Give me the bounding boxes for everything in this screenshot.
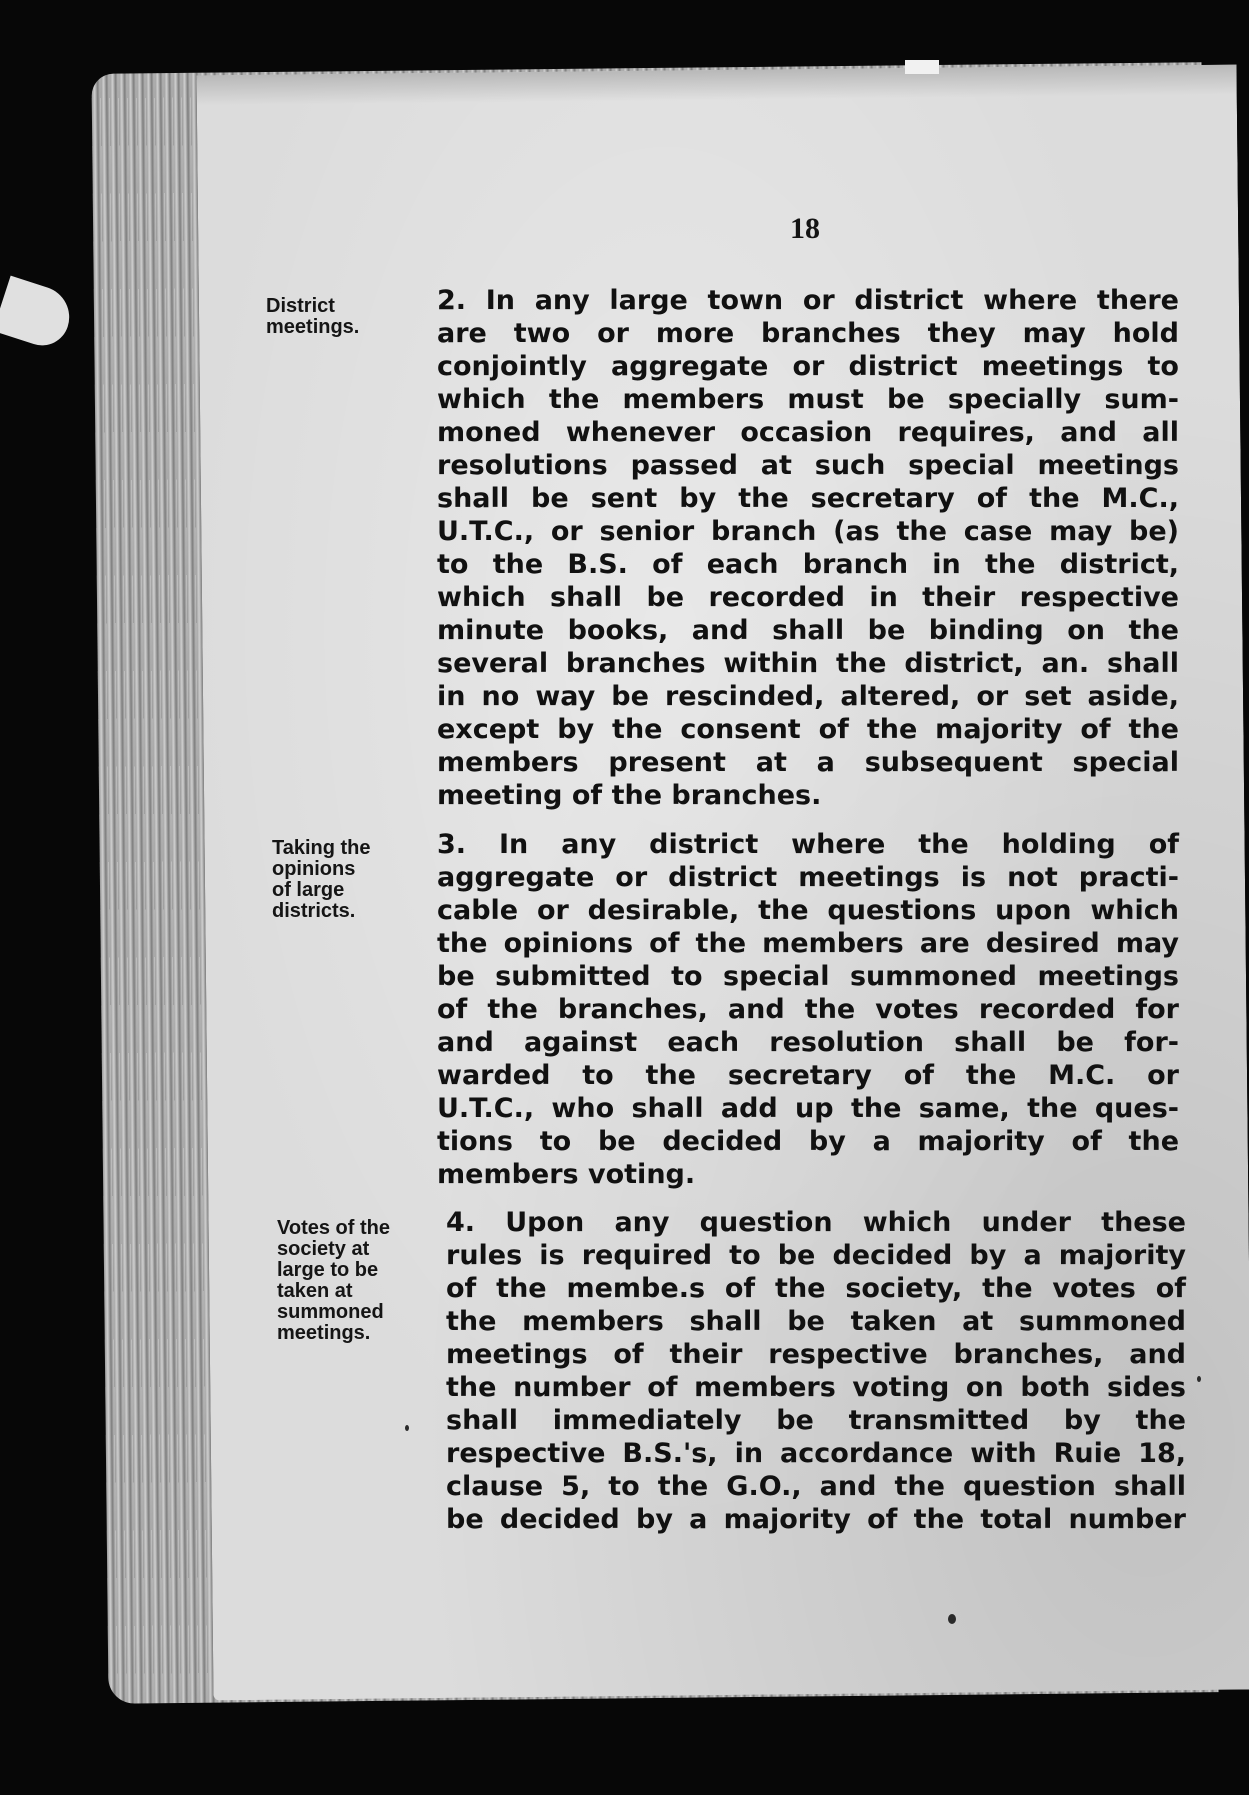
text-line: which shall be recorded in their respective: [437, 582, 1179, 613]
text-line: members present at a subsequent special: [437, 747, 1179, 778]
text-line: respective B.S.'s, in accordance with Ruie 18,: [446, 1438, 1186, 1469]
text-line: be decided by a majority of the total number: [446, 1504, 1186, 1535]
text-line: 4. Upon any question which under these: [446, 1207, 1186, 1238]
text-line: meetings of their respective branches, and: [446, 1339, 1186, 1370]
text-line: conjointly aggregate or district meetings to: [437, 351, 1179, 382]
text-line: to the B.S. of each branch in the district,: [437, 549, 1179, 580]
text-line: are two or more branches they may hold: [437, 318, 1179, 349]
text-line: of the membe.s of the society, the votes of: [446, 1273, 1186, 1304]
text-line: the opinions of the members are desired may: [437, 928, 1179, 959]
side-note-taking-opinions: Taking the opinions of large districts.: [272, 837, 371, 922]
text-line: which the members must be specially sum-: [437, 384, 1179, 415]
text-line: the number of members voting on both sides: [446, 1372, 1186, 1403]
text-line: tions to be decided by a majority of the: [437, 1126, 1179, 1157]
ink-fleck: [1197, 1376, 1201, 1382]
section-2-paragraph: [437, 284, 1179, 812]
text-line: resolutions passed at such special meetings: [437, 450, 1179, 481]
text-line: meeting of the branches.: [437, 780, 822, 811]
text-line: shall be sent by the secretary of the M.C.,: [437, 483, 1179, 514]
text-line: U.T.C., who shall add up the same, the ques-: [437, 1093, 1179, 1124]
text-line: except by the consent of the majority of the: [437, 714, 1179, 745]
page-number: 18: [790, 212, 820, 245]
text-line: 2. In any large town or district where there: [437, 285, 1179, 316]
ink-fleck: [948, 1614, 956, 1624]
section-3-paragraph: [437, 828, 1179, 1191]
text-line: of the branches, and the votes recorded for: [437, 994, 1179, 1025]
scan-artifact: [0, 276, 77, 353]
text-line: aggregate or district meetings is not practi-: [437, 862, 1179, 893]
text-line: rules is required to be decided by a majority: [446, 1240, 1186, 1271]
text-line: in no way be rescinded, altered, or set aside,: [437, 681, 1179, 712]
text-line: 3. In any district where the holding of: [437, 829, 1179, 860]
text-line: minute books, and shall be binding on the: [437, 615, 1179, 646]
text-line: the members shall be taken at summoned: [446, 1306, 1186, 1337]
text-line: moned whenever occasion requires, and all: [437, 417, 1179, 448]
text-line: warded to the secretary of the M.C. or: [437, 1060, 1179, 1091]
paper-tab: [905, 60, 939, 74]
side-note-district-meetings: District meetings.: [266, 295, 360, 338]
section-4-paragraph: [446, 1206, 1186, 1536]
text-line: several branches within the district, an. shall: [437, 648, 1179, 679]
text-line: and against each resolution shall be for-: [437, 1027, 1179, 1058]
text-line: clause 5, to the G.O., and the question shall: [446, 1471, 1186, 1502]
text-line: cable or desirable, the questions upon which: [437, 895, 1179, 926]
side-note-votes-of-society: Votes of the society at large to be taken at summoned meetings.: [277, 1217, 390, 1344]
text-line: be submitted to special summoned meetings: [437, 961, 1179, 992]
ink-fleck: [405, 1425, 409, 1431]
text-line: U.T.C., or senior branch (as the case may be): [437, 516, 1179, 547]
text-line: shall immediately be transmitted by the: [446, 1405, 1186, 1436]
text-line: members voting.: [437, 1159, 696, 1190]
